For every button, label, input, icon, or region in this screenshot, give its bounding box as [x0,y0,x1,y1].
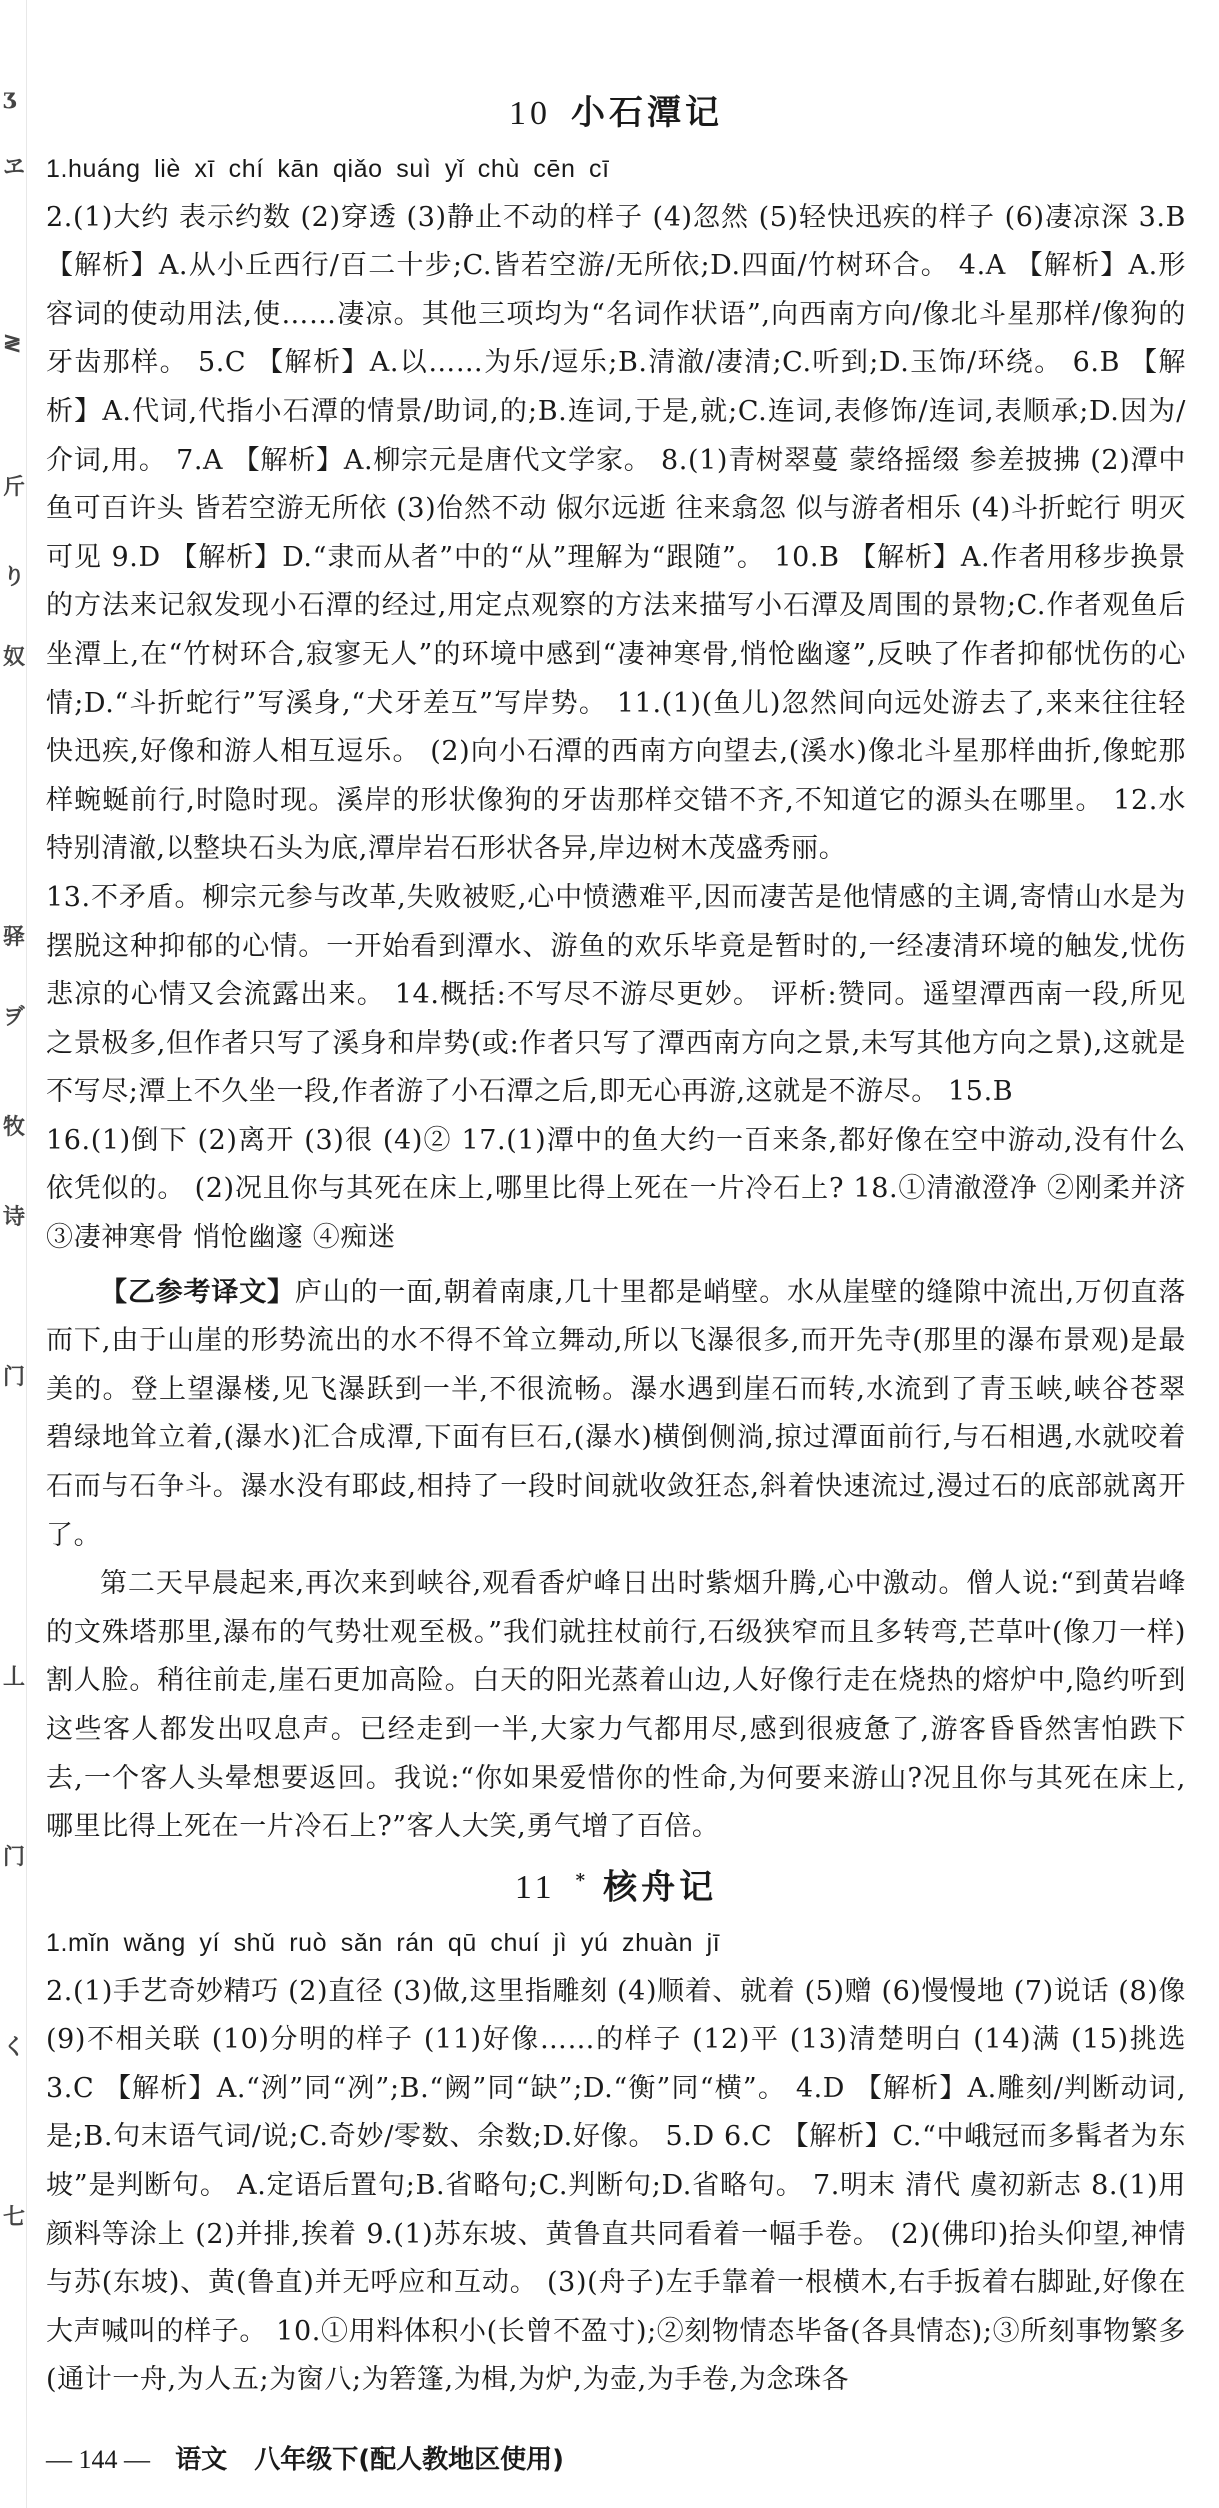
page-footer [46,2440,1186,2480]
pinyin-answer: 1.huáng liè xī chí kān qiǎo suì yǐ chù cēn cī [46,155,610,183]
translation-label: 【乙参考译文】 [100,1276,295,1308]
section-number-2: 11 [514,1869,556,1907]
translation-paragraph-2: 第二天早晨起来,再次来到峡谷,观看香炉峰日出时紫烟升腾,心中激动。僧人说:“到黄岩峰的文殊塔那里,瀑布的气势壮观至极。”我们就拄杖前行,石级狭窄而且多转弯,芒草叶(像刀一样)割人脸。稍往前走,崖石更加高险。白天的阳光蒸着山边,人好像行走在烧热的熔炉中,隐约听到这些客人都发出叹息声。已经走到一半,大家力气都用尽,感到很疲惫了,游客昏昏然害怕跌下去,一个客人头晕想要返回。我说:“你如果爱惜你的性命,为何要来游山?况且你与其死在床上,哪里比得上死在一片冷石上?”客人大笑,勇气增了百倍。 [46,1568,1186,1843]
answers-block-1: 2.(1)大约 表示约数 (2)穿透 (3)静止不动的样子 (4)忽然 (5)轻快迅疾的样子 (6)凄凉深 3.B 【解析】A.从小丘西行/百二十步;C.皆若空游/无所依;D.四面/竹树环合。 4.A 【解析】A.形容词的使动用法,使……凄凉。其他三项均为“名词作状语”,向西南方向/像北斗星那样/像狗的牙齿那样。 5.C 【解析】A.以……为乐/逗乐;B.清澈/凄清;C.听到;D.玉饰/环绕。 6.B 【解析】A.代词,代指小石潭的情景/助词,的;B.连词,于是,就;C.连词,表修饰/连词,表顺承;D.因为/介词,用。 7.A 【解析】A.柳宗元是唐代文学家。 8.(1)青树翠蔓 蒙络摇缀 参差披拂 (2)潭中鱼可百许头 皆若空游无所依 (3)佁然不动 俶尔远逝 往来翕忽 似与游者相乐 (4)斗折蛇行 明灭可见 9.D 【解析】D.“隶而从者”中的“从”理解为“跟随”。 10.B 【解析】A.作者用移步换景的方法来记叙发现小石潭的经过,用定点观察的方法来描写小石潭及周围的景物;C.作者观鱼后坐潭上,在“竹树环合,寂寥无人”的环境中感到“凄神寒骨,悄怆幽邃”,反映了作者抑郁忧伤的心情;D.“斗折蛇行”写溪身,“犬牙差互”写岸势。 11.(1)(鱼儿)忽然间向远处游去了,来来往往轻快迅疾,好像和游人相互逗乐。 (2)向小石潭的西南方向望去,(溪水)像北斗星那样曲折,像蛇那样蜿蜒前行,时隐时现。溪岸的形状像狗的牙齿那样交错不齐,不知道它的源头在哪里。 12.水特别清澈,以整块石头为底,潭岸岩石形状各异,岸边树木茂盛秀丽。 [46,201,1186,865]
answers-block-3: 16.(1)倒下 (2)离开 (3)很 (4)② 17.(1)潭中的鱼大约一百来条,都好像在空中游动,没有什么依凭似的。 (2)况且你与其死在床上,哪里比得上死在一片冷石上? 18.①清澈澄净 ②刚柔并济 ③凄神寒骨 悄怆幽邃 ④痴迷 [46,1124,1186,1254]
answer-page [46,88,1186,2405]
page-number: — 144 — [46,2445,150,2474]
section-title-hezhouji [46,1856,1186,1913]
section-mark: * [575,1869,590,1891]
answers-block-2: 13.不矛盾。柳宗元参与改革,失败被贬,心中愤懑难平,因而凄苦是他情感的主调,寄情山水是为摆脱这种抑郁的心情。一开始看到潭水、游鱼的欢乐毕竟是暂时的,一经凄清环境的触发,忧伤悲凉的心情又会流露出来。 14.概括:不写尽不游尽更妙。 评析:赞同。遥望潭西南一段,所见之景极多,但作者只写了溪身和岸势(或:作者只写了潭西南方向之景,未写其他方向之景),这就是不写尽;潭上不久坐一段,作者游了小石潭之后,即无心再游,这就是不游尽。 15.B [46,881,1186,1108]
section-title-text: 小石潭记 [571,93,723,133]
translation-paragraph-1 [46,1269,1186,1561]
footer-grade: 八年级下(配人教地区使用) [254,2445,565,2475]
section-title-xiaoshitanji [46,88,1186,139]
section-title-text-2: 核舟记 [603,1867,718,1908]
translation-text-1: 庐山的一面,朝着南康,几十里都是峭壁。水从崖壁的缝隙中流出,万仞直落而下,由于山崖的形势流出的水不得不耸立舞动,所以飞瀑很多,而开先寺(那里的瀑布景观)是最美的。登上望瀑楼,见飞瀑跃到一半,不很流畅。瀑水遇到崖石而转,水流到了青玉峡,峡谷苍翠碧绿地耸立着,(瀑水)汇合成潭,下面有巨石,(瀑水)横倒侧淌,掠过潭面前行,与石相遇,水就咬着石而与石争斗。瀑水没有耶歧,相持了一段时间就收敛狂态,斜着快速流过,漫过石的底部就离开了。 [46,1276,1186,1551]
pinyin-answer-2: 1.mǐn wǎng yí shǔ ruò sǎn rán qū chuí jì yú zhuàn jī [46,1929,721,1958]
answers-block-4: 2.(1)手艺奇妙精巧 (2)直径 (3)做,这里指雕刻 (4)顺着、就着 (5)赠 (6)慢慢地 (7)说话 (8)像 (9)不相关联 (10)分明的样子 (11)好像……的样子 (12)平 (13)清楚明白 (14)满 (15)挑选 3.C 【解析】A.“洌”同“冽”;B.“阙”同“缺”;D.“衡”同“横”。 4.D 【解析】A.雕刻/判断动词,是;B.句末语气词/说;C.奇妙/零数、余数;D.好像。 5.D 6.C 【解析】C.“中峨冠而多髯者为东坡”是判断句。 A.定语后置句;B.省略句;C.判断句;D.省略句。 7.明末 清代 虞初新志 8.(1)用颜料等涂上 (2)并排,挨着 9.(1)苏东坡、黄鲁直共同看着一幅手卷。 (2)(佛印)抬头仰望,神情与苏(东坡)、黄(鲁直)并无呼应和互动。 (3)(舟子)左手靠着一根横木,右手扳着右脚趾,好像在大声喊叫的样子。 10.①用料体积小(长曾不盈寸);②刻物情态毕备(各具情态);③所刻事物繁多(通计一舟,为人五;为窗八;为箬篷,为楫,为炉,为壶,为手卷,为念珠各 [46,1975,1186,2396]
binding-edge: ʒ ヱ ≷ 斤 り 奴 驿 ヺ 牧 诗 门 丄 门 く 七 [0,0,27,2508]
section-number: 10 [509,95,551,132]
footer-subject: 语文 [175,2445,228,2475]
